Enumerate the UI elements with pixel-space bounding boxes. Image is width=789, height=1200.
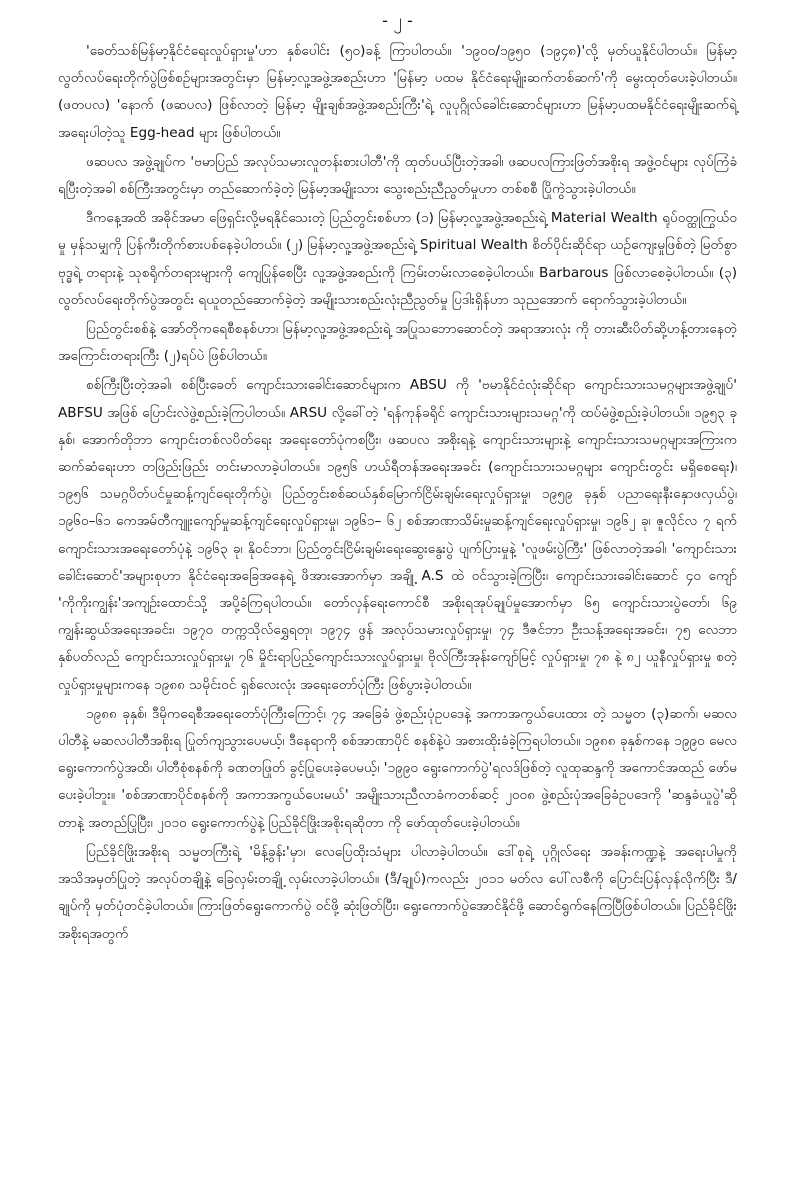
page-number: - ၂ - [382, 11, 413, 31]
paragraph: ဒီကနေ့အထိ အဓိုင်အမာ ဖြေရှင်းလို့မရနိုင်သေးတဲ့ ပြည်တွင်းစစ်ဟာ (၁) မြန်မာ့လူ့အဖွဲ့အစည်းရဲ့ Material Wealth ရုပ်ဝတ္ထုကြွယ်ဝမှု မှန်သမျှကို ပြန်ကီးတိုက်စားပစ်နေခဲ့ပါတယ်။ (၂) မြန်မာ့လူ့အဖွဲ့အစည်းရဲ့ Spiritual Wealth စိတ်ပိုင်းဆိုင်ရာ ယဉ်ကျေးမှုဖြစ်တဲ့ မြတ်စွာဗုဒ္ဓရဲ့ တရားနဲ့ သုစရိုက်တရားများကို ကျေပြုန်စေပြီး လူ့အဖွဲ့အစည်းကို ကြမ်းတမ်းလာစေခဲ့ပါတယ်။ Barbarous ဖြစ်လာစေခဲ့ပါတယ်။ (၃) လွတ်လပ်ရေးတိုက်ပွဲအတွင်း ရယူတည်ဆောက်ခဲ့တဲ့ အမျိုးသားစည်းလုံးညီညွတ်မှု ပြဒါးရှိန်ဟာ သုညအောက် ရောက်သွားခဲ့ပါတယ်။ [58, 210, 737, 308]
body-text [58, 38, 737, 948]
paragraph: ဖဆပလ အဖွဲ့ချုပ်က 'ဗမာပြည် အလုပ်သမားလူတန်းစားပါတီ'ကို ထုတ်ပယ်ပြီးတဲ့အခါ၊ ဖဆပလကြားဖြတ်အစိုးရ အဖွဲ့ဝင်များ လုပ်ကြံခံရပြီးတဲ့အခါ စစ်ကြီးအတွင်းမှာ တည်ဆောက်ခဲ့တဲ့ မြန်မာ့အမျိုးသား သွေးစည်းညီညွတ်မှုဟာ တစ်စစီ ပြိုကွဲသွားခဲ့ပါတယ်။ [58, 153, 737, 198]
paragraph: ၁၉၈၈ ခုနှစ်၊ ဒီမိုကရေစီအရေးတော်ပုံကြီးကြောင့်၊ ၇၄ အခြေခံ ဖွဲ့စည်းပုံဥပဒေနဲ့ အကာအကွယ်ပေးထား တဲ့ သမ္မတ (၃)ဆက်၊ မဆလပါတီနဲ့ မဆလပါတီအစိုးရ ပြုတ်ကျသွားပေမယ့်၊ ဒီနေရာကို စစ်အာဏာပိုင် စနစ်နဲ့ပဲ အစားထိုးခံခဲ့ကြရပါတယ်။ ၁၉၈၈ ခုနှစ်ကနေ ၁၉၉၀ မေလရွေးကောက်ပွဲအထိ၊ ပါတီစုံစနစ်ကို ခဏတဖြုတ် ခွင့်ပြုပေးခဲ့ပေမယ့်၊ '၁၉၉၀ ရွေးကောက်ပွဲ'ရလဒ်ဖြစ်တဲ့ လူထုဆန္ဒကို အကောင်အထည် ဖော်မပေးခဲ့ပါဘူး။ 'စစ်အာဏာပိုင်စနစ်ကို အကာအကွယ်ပေးမယ်' အမျိုးသားညီလာခံကတစ်ဆင့် ၂၀၀၈ ဖွဲ့စည်းပုံအခြေခံဥပဒေကို 'ဆန္ဒခံယူပွဲ'ဆိုတာနဲ့ အတည်ပြုပြီး၊ ၂၀၁၀ ရွေးကောက်ပွဲနဲ့ ပြည်ခိုင်ဖြိုးအစိုးရဆိုတာ ကို ဖော်ထုတ်ပေးခဲ့ပါတယ်။ [58, 705, 737, 831]
paragraph: 'ခေတ်သစ်မြန်မာ့နိုင်ငံရေးလှုပ်ရှားမှု'ဟာ နှစ်ပေါင်း (၅၀)ခန့် ကြာပါတယ်။ '၁၉၀၀/၁၉၅၀ (၁၉၄၈)'လို့ မှတ်ယူနိုင်ပါတယ်။ မြန်မာ့လွတ်လပ်ရေးတိုက်ပွဲဖြစ်စဉ်များအတွင်းမှာ မြန်မာ့လူ့အဖွဲ့အစည်းဟာ 'မြန်မာ့ ပထမ နိုင်ငံရေးမျိုးဆက်တစ်ဆက်'ကို မွေးထုတ်ပေးခဲ့ပါတယ်။ (ဖတပလ) 'နောက် (ဖဆပလ) ဖြစ်လာတဲ့ မြန်မာ့ မျိုးချစ်အဖွဲ့အစည်းကြီး'ရဲ့ လူပုဂ္ဂိုလ်ခေါင်းဆောင်များဟာ မြန်မာ့ပထမနိုင်ငံရေးမျိုးဆက်ရဲ့ အရေးပါတဲ့သူ Egg-head များ ဖြစ်ပါတယ်။ [58, 43, 737, 141]
paragraph: စစ်ကြီးပြီးတဲ့အခါ၊ စစ်ပြီးခေတ် ကျောင်းသားခေါင်းဆောင်များက ABSU ကို 'ဗမာနိုင်ငံလုံးဆိုင်ရာ ကျောင်းသားသမဂ္ဂများအဖွဲ့ချုပ်' ABFSU အဖြစ် ပြောင်းလဲဖွဲ့စည်းခဲ့ကြပါတယ်။ ARSU လို့ခေါ်တဲ့ 'ရန်ကုန်ခရိုင် ကျောင်းသားများသမဂ္ဂ'ကို ထပ်မံဖွဲ့စည်းခဲ့ပါတယ်။ ၁၉၅၃ ခုနှစ်၊ အောက်တိုဘာ ကျောင်းတစ်လပိတ်ရေး အရေးတော်ပုံကစပြီး၊ ဖဆပလ အစိုးရနဲ့ ကျောင်းသားများနဲ့ ကျောင်းသားသမဂ္ဂများအကြားက ဆက်ဆံရေးဟာ တဖြည်းဖြည်း တင်းမာလာခဲ့ပါတယ်။ ၁၉၅၆ ဟယ်ရီတန်အရေးအခင်း (ကျောင်းသားသမဂ္ဂများ ကျောင်းတွင်း မရှိစေရေး)၊ ၁၉၅၆ သမဂ္ဂပိတ်ပင်မှုဆန့်ကျင်ရေးတိုက်ပွဲ၊ ပြည်တွင်းစစ်ဆယ်နှစ်မြောက်ငြိမ်းချမ်းရေးလှုပ်ရှားမှု၊ ၁၉၅၉ ခုနှစ် ပညာရေးနီးနှောဖလှယ်ပွဲ၊ ၁၉၆၀–၆၁ ကေအမ်တီကျူးကျော်မှုဆန့်ကျင်ရေးလှုပ်ရှားမှု၊ ၁၉၆၁– ၆၂ စစ်အာဏာသိမ်းမှုဆန့်ကျင်ရေးလှုပ်ရှားမှု၊ ၁၉၆၂ ခု၊ ဇူလိုင်လ ၇ ရက် ကျောင်းသားအရေးတော်ပုံနဲ့ ၁၉၆၃ ခု၊ နိုဝင်ဘာ၊ ပြည်တွင်းငြိမ်းချမ်းရေးဆွေးနွေးပွဲ ပျက်ပြားမှုနဲ့ 'လူဖမ်းပွဲကြီး' ဖြစ်လာတဲ့အခါ၊ 'ကျောင်းသား ခေါင်းဆောင်'အများစုဟာ နိုင်ငံရေးအခြေအနေရဲ့ ဖိအားအောက်မှာ အချို့ A.S ထဲ ဝင်သွားခဲ့ကြပြီး၊ ကျောင်းသားခေါင်းဆောင် ၄၀ ကျော် 'ကိုကိုးကျွန်း'အကျဉ်းထောင်သို့ အပို့ခံကြရပါတယ်။ တော်လှန်ရေးကောင်စီ အစိုးရအုပ်ချုပ်မှုအောက်မှာ ၆၅ ကျောင်းသားပွဲတော်၊ ၆၉ ကျွန်းဆွယ်အရေးအခင်း၊ ၁၉၇၀ တက္ကသိုလ်ရွှေရတု၊ ၁၉၇၄ ဖွန် အလုပ်သမားလှုပ်ရှားမှု၊ ၇၄ ဒီဇင်ဘာ ဦးသန့်အရေးအခင်း၊ ၇၅ လေဘာနှစ်ပတ်လည် ကျောင်းသားလှုပ်ရှားမှု၊ ၇၆ မှိုင်းရာပြည့်ကျောင်းသားလှုပ်ရှားမှု၊ ဗိုလ်ကြီးအုန်းကျော်မြင့် လှုပ်ရှားမှု၊ ၇၈ နဲ့ ၈၂ ယူနီလှုပ်ရှားမှု စတဲ့ လှုပ်ရှားမှုများကနေ ၁၉၈၈ သမိုင်းဝင် ရှစ်လေးလုံး အရေးတော်ပုံကြီး ဖြစ်ပွားခဲ့ပါတယ်။ [58, 377, 737, 693]
paragraph: ပြည်တွင်းစစ်နဲ့ အော်တိုကရေစီစနစ်ဟာ၊ မြန်မာ့လူ့အဖွဲ့အစည်းရဲ့ အပြုသဘောဆောင်တဲ့ အရာအားလုံး ကို တားဆီးပိတ်ဆို့ဟန့်တားနေတဲ့ အကြောင်းတရားကြီး (၂)ရပ်ပဲ ဖြစ်ပါတယ်။ [58, 321, 737, 365]
paragraph: ပြည်ခိုင်ဖြိုးအစိုးရ သမ္မတကြီးရဲ့ 'မိန့်ခွန်း'မှာ၊ လေပြေထိုးသံများ ပါလာခဲ့ပါတယ်။ ဒေါ်စုရဲ့ ပုဂ္ဂိုလ်ရေး အခန်းကဏ္ဍနဲ့ အရေးပါမှုကို အသိအမှတ်ပြုတဲ့ အလုပ်တချို့နဲ့ ခြေလှမ်းတချို့ လှမ်းလာခဲ့ပါတယ်။ (ဒီ/ချုပ်)ကလည်း ၂၀၁၁ မတ်လ ပေါ်လစီကို ပြောင်းပြန်လှန်လိုက်ပြီး ဒီ/ချုပ်ကို မှတ်ပုံတင်ခဲ့ပါတယ်။ ကြားဖြတ်ရွေးကောက်ပွဲ ဝင်ဖို့ ဆုံးဖြတ်ပြီး၊ ရွေးကောက်ပွဲအောင်နိုင်ဖို့ ဆောင်ရွက်နေကြပြီဖြစ်ပါတယ်။ ပြည်ခိုင်ဖြိုးအစိုးရအတွက် [58, 843, 737, 942]
